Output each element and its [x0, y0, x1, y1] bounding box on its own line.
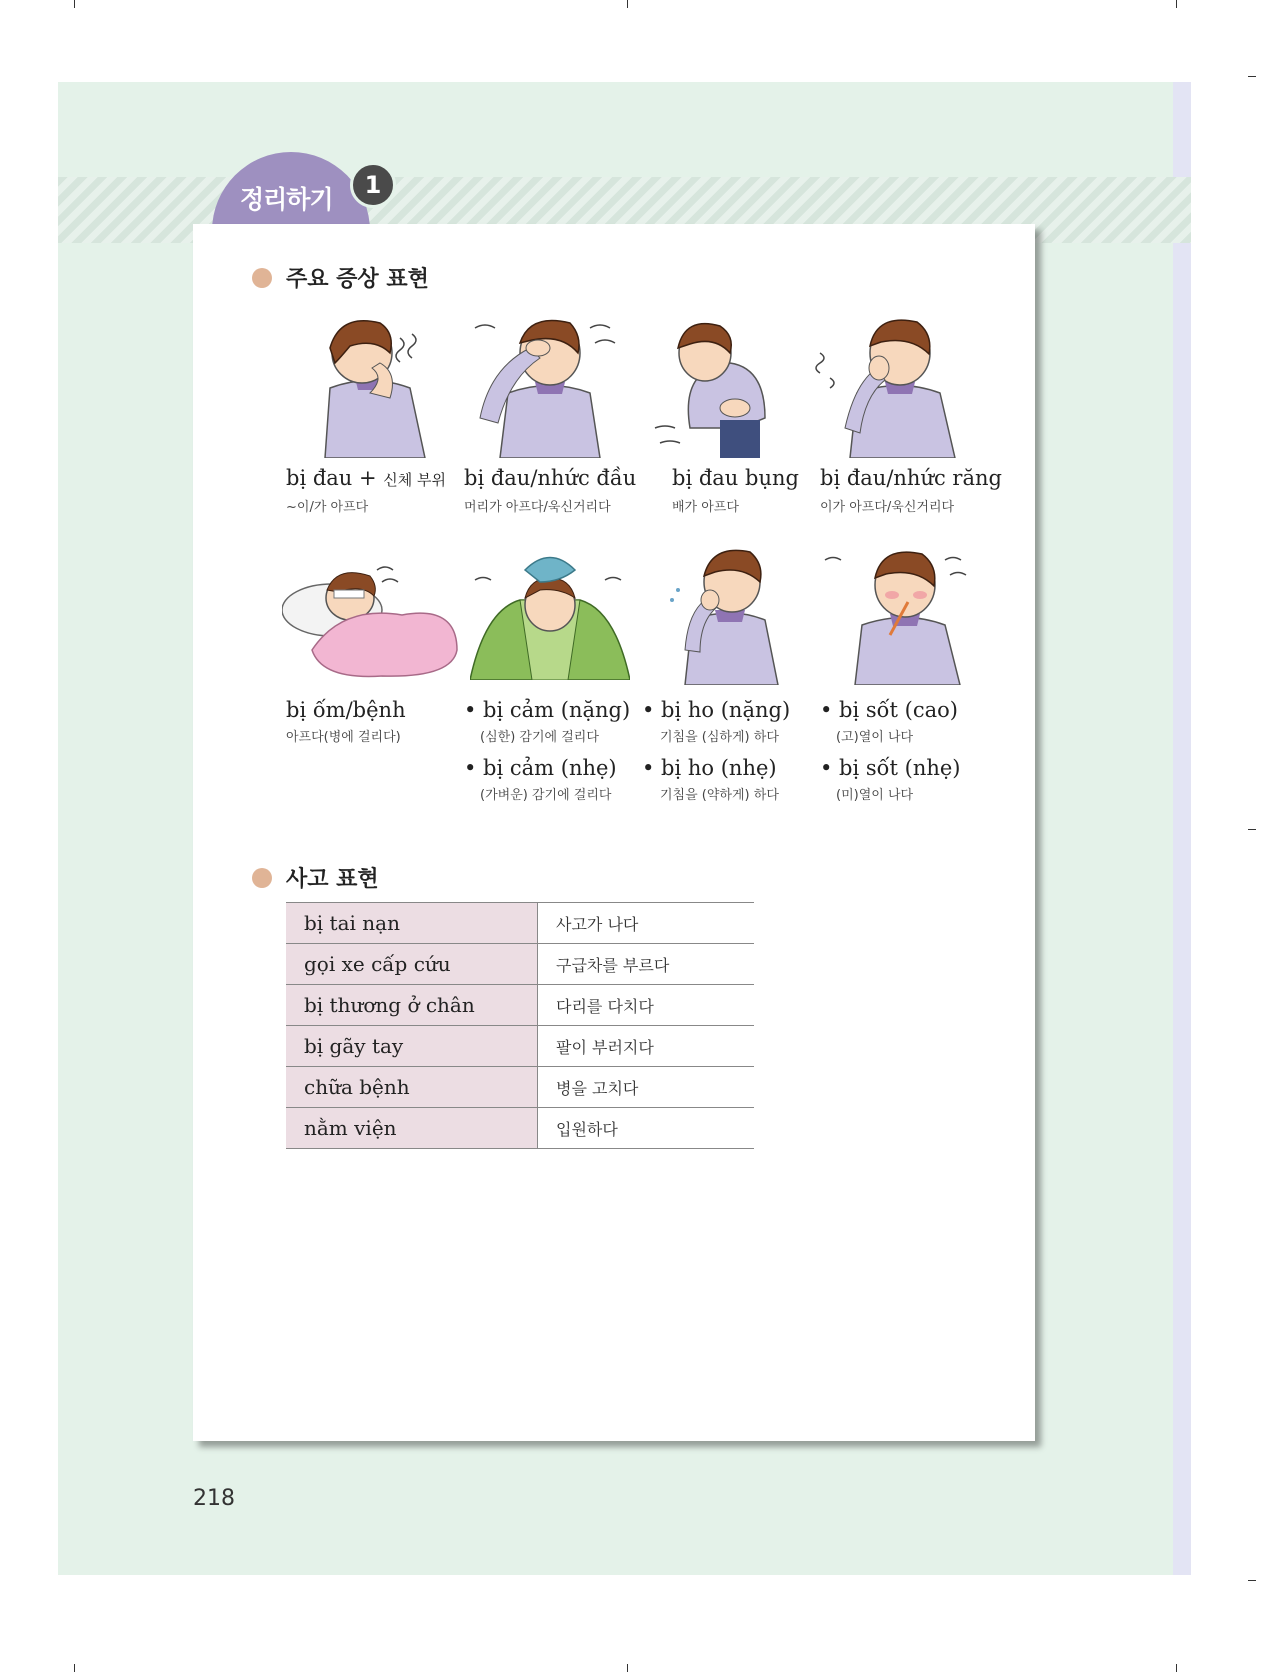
accident-vi: chữa bệnh — [286, 1067, 538, 1108]
crop-mark — [1248, 829, 1256, 830]
symptom-vi: • bị cảm (nặng) — [464, 698, 631, 722]
table-row — [286, 1067, 754, 1108]
symptom-vi: bị đau/nhức răng — [820, 466, 1002, 490]
crop-mark — [74, 0, 75, 8]
symptoms-title: 주요 증상 표현 — [286, 267, 429, 292]
symptom-ko: ~이/가 아프다 — [286, 500, 369, 515]
crop-mark — [1248, 76, 1256, 77]
accident-table — [286, 902, 754, 1149]
accident-ko: 다리를 다치다 — [538, 985, 755, 1026]
symptom-ko: 아프다(병에 걸리다) — [286, 730, 401, 745]
symptom-vi: • bị cảm (nhẹ) — [464, 756, 617, 780]
symptoms-heading — [252, 262, 429, 293]
accident-ko: 사고가 나다 — [538, 903, 755, 944]
accidents-heading — [252, 862, 379, 893]
page-number: 218 — [193, 1486, 235, 1511]
tab-label: 정리하기 — [240, 185, 333, 214]
accident-vi: gọi xe cấp cứu — [286, 944, 538, 985]
headache-boy-icon — [470, 308, 630, 458]
symptom-ko: (미)열이 나다 — [836, 788, 914, 803]
accident-vi: bị thương ở chân — [286, 985, 538, 1026]
crop-mark — [1248, 1580, 1256, 1581]
crop-mark — [74, 1664, 75, 1672]
symptom-vi-extra: 신체 부위 — [383, 471, 447, 489]
symptom-vi: • bị ho (nặng) — [642, 698, 791, 722]
symptom-vi: • bị sốt (cao) — [820, 698, 958, 722]
crop-mark — [1176, 0, 1177, 8]
crop-mark — [1176, 1664, 1177, 1672]
stomachache-boy-icon — [650, 308, 800, 458]
page-edge-strip — [1173, 82, 1191, 1575]
symptom-vi: • bị ho (nhẹ) — [642, 756, 777, 780]
table-row — [286, 903, 754, 944]
table-row — [286, 985, 754, 1026]
crop-mark — [627, 1664, 628, 1672]
symptom-vi: bị đau + — [286, 466, 377, 490]
symptom-ko: (가벼운) 감기에 걸리다 — [480, 788, 612, 803]
sick-in-bed-icon — [282, 560, 462, 680]
neck-pain-boy-icon — [290, 308, 450, 458]
symptom-ko: 기침을 (심하게) 하다 — [660, 730, 779, 745]
symptom-ko: 배가 아프다 — [672, 500, 739, 515]
accident-ko: 팔이 부러지다 — [538, 1026, 755, 1067]
symptom-ko: (심한) 감기에 걸리다 — [480, 730, 599, 745]
tab-number-badge: 1 — [350, 162, 396, 208]
bullet-dot-icon — [252, 268, 272, 288]
toothache-boy-icon — [815, 308, 975, 458]
symptom-vi: bị ốm/bệnh — [286, 698, 406, 722]
table-row — [286, 1108, 754, 1149]
accident-ko: 병을 고치다 — [538, 1067, 755, 1108]
symptom-vi: bị đau/nhức đầu — [464, 466, 637, 490]
table-row — [286, 1026, 754, 1067]
accident-vi: bị tai nạn — [286, 903, 538, 944]
accident-ko: 구급차를 부르다 — [538, 944, 755, 985]
symptom-vi: bị đau bụng — [672, 466, 799, 490]
bullet-dot-icon — [252, 868, 272, 888]
symptom-ko: 기침을 (약하게) 하다 — [660, 788, 779, 803]
symptom-label — [286, 466, 446, 490]
symptom-ko: 이가 아프다/욱신거리다 — [820, 500, 955, 515]
accidents-title: 사고 표현 — [286, 867, 379, 892]
accident-vi: nằm viện — [286, 1108, 538, 1149]
crop-mark — [627, 0, 628, 8]
symptom-ko: (고)열이 나다 — [836, 730, 914, 745]
fever-thermometer-icon — [820, 540, 980, 685]
coughing-boy-icon — [660, 540, 800, 685]
symptom-ko: 머리가 아프다/욱신거리다 — [464, 500, 611, 515]
symptom-vi: • bị sốt (nhẹ) — [820, 756, 961, 780]
cold-blanket-icepack-icon — [470, 550, 630, 680]
accident-vi: bị gãy tay — [286, 1026, 538, 1067]
accident-ko: 입원하다 — [538, 1108, 755, 1149]
table-row — [286, 944, 754, 985]
